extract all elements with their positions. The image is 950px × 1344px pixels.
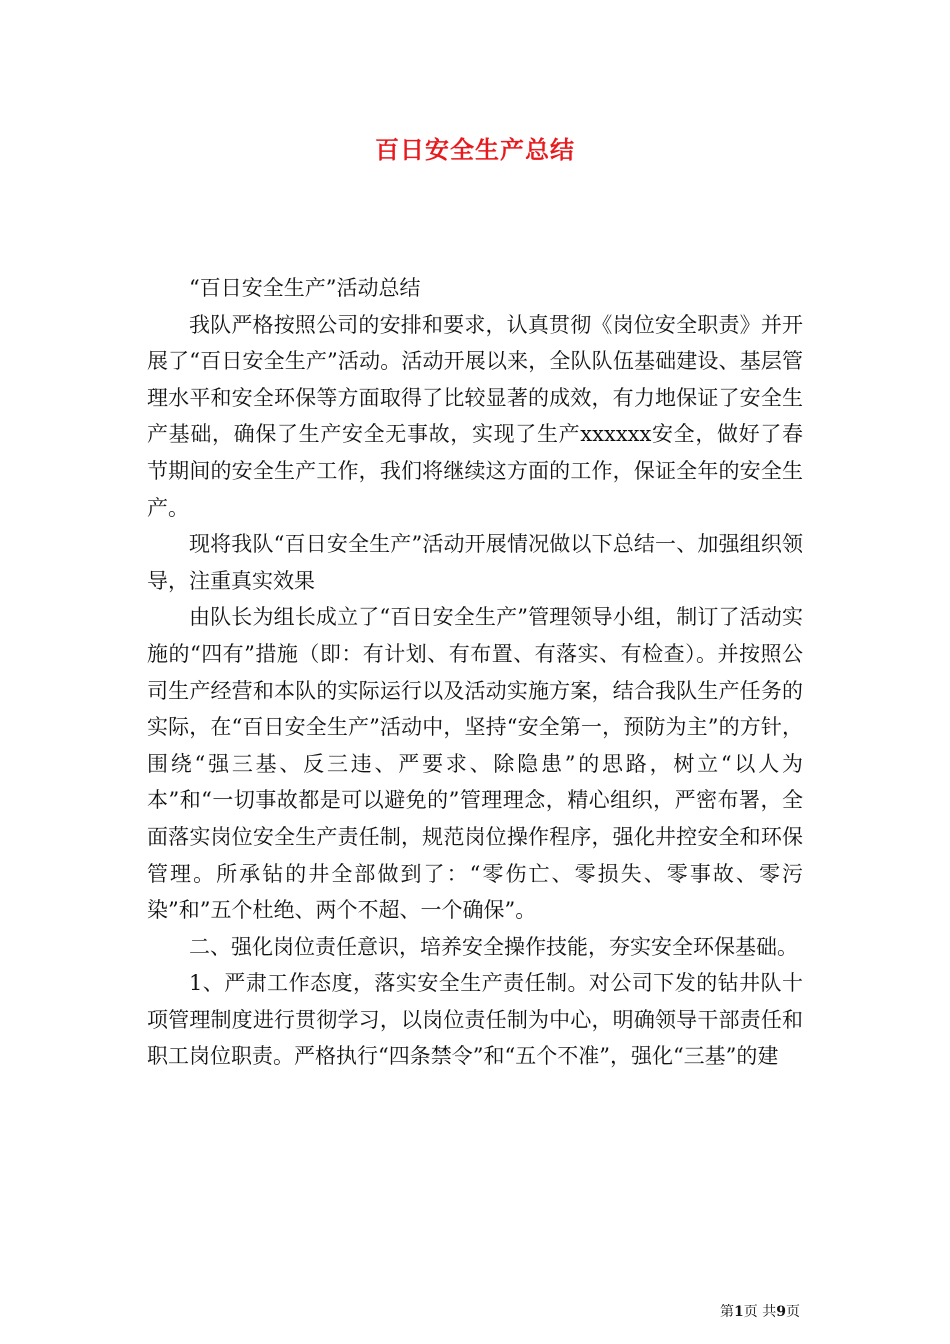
footer-page-total: 9 bbox=[776, 1304, 786, 1320]
paragraph-intro: 我队严格按照公司的安排和要求，认真贯彻《岗位安全职责》并开展了“百日安全生产”活动。活动开展以来，全队队伍基础建设、基层管理水平和安全环保等方面取得了比较显著的成效，有力地保证了安全生产基础，确保了生产安全无事故，实现了生产xxxxxx安全，做好了春节期间的安全生产工作，我们将继续这方面的工作，保证全年的安全生产。 bbox=[147, 312, 803, 520]
paragraph-organization: 由队长为组长成立了“百日安全生产”管理领导小组，制订了活动实施的“四有”措施（即：有计划、有布置、有落实、有检查）。并按照公司生产经营和本队的实际运行以及活动实施方案，结合我队生产任务的实际，在“百日安全生产”活动中，坚持“安全第一，预防为主”的方针，围绕“强三基、反三违、严要求、除隐患”的思路，树立“以人为本”和“一切事故都是可以避免的”管理理念，精心组织，严密布署，全面落实岗位安全生产责任制，规范岗位操作程序，强化井控安全和环保管理。所承钻的井全部做到了：“零伤亡、零损失、零事故、零污染”和”五个杜绝、两个不超、一个确保”。 bbox=[147, 605, 803, 923]
paragraph-section-two: 二、强化岗位责任意识，培养安全操作技能，夯实安全环保基础。 bbox=[189, 934, 798, 959]
paragraph-item-one: 1、严肃工作态度，落实安全生产责任制。对公司下发的钻井队十项管理制度进行贯彻学习，以岗位责任制为中心，明确领导干部责任和职工岗位职责。严格执行“四条禁令”和“五个不准”，强化“三基”的建 bbox=[147, 971, 803, 1069]
paragraph-subtitle: “百日安全生产”活动总结 bbox=[189, 276, 421, 300]
footer-prefix: 第 bbox=[720, 1304, 735, 1320]
footer-suffix: 页 bbox=[786, 1304, 800, 1320]
page-number-footer bbox=[720, 1301, 800, 1321]
footer-middle: 页 共 bbox=[743, 1304, 777, 1320]
document-body bbox=[147, 270, 803, 1075]
paragraph-section-one: 现将我队“百日安全生产”活动开展情况做以下总结一、加强组织领导，注重真实效果 bbox=[147, 532, 803, 593]
document-title: 百日安全生产总结 bbox=[375, 135, 575, 164]
footer-page-number: 1 bbox=[734, 1304, 744, 1320]
